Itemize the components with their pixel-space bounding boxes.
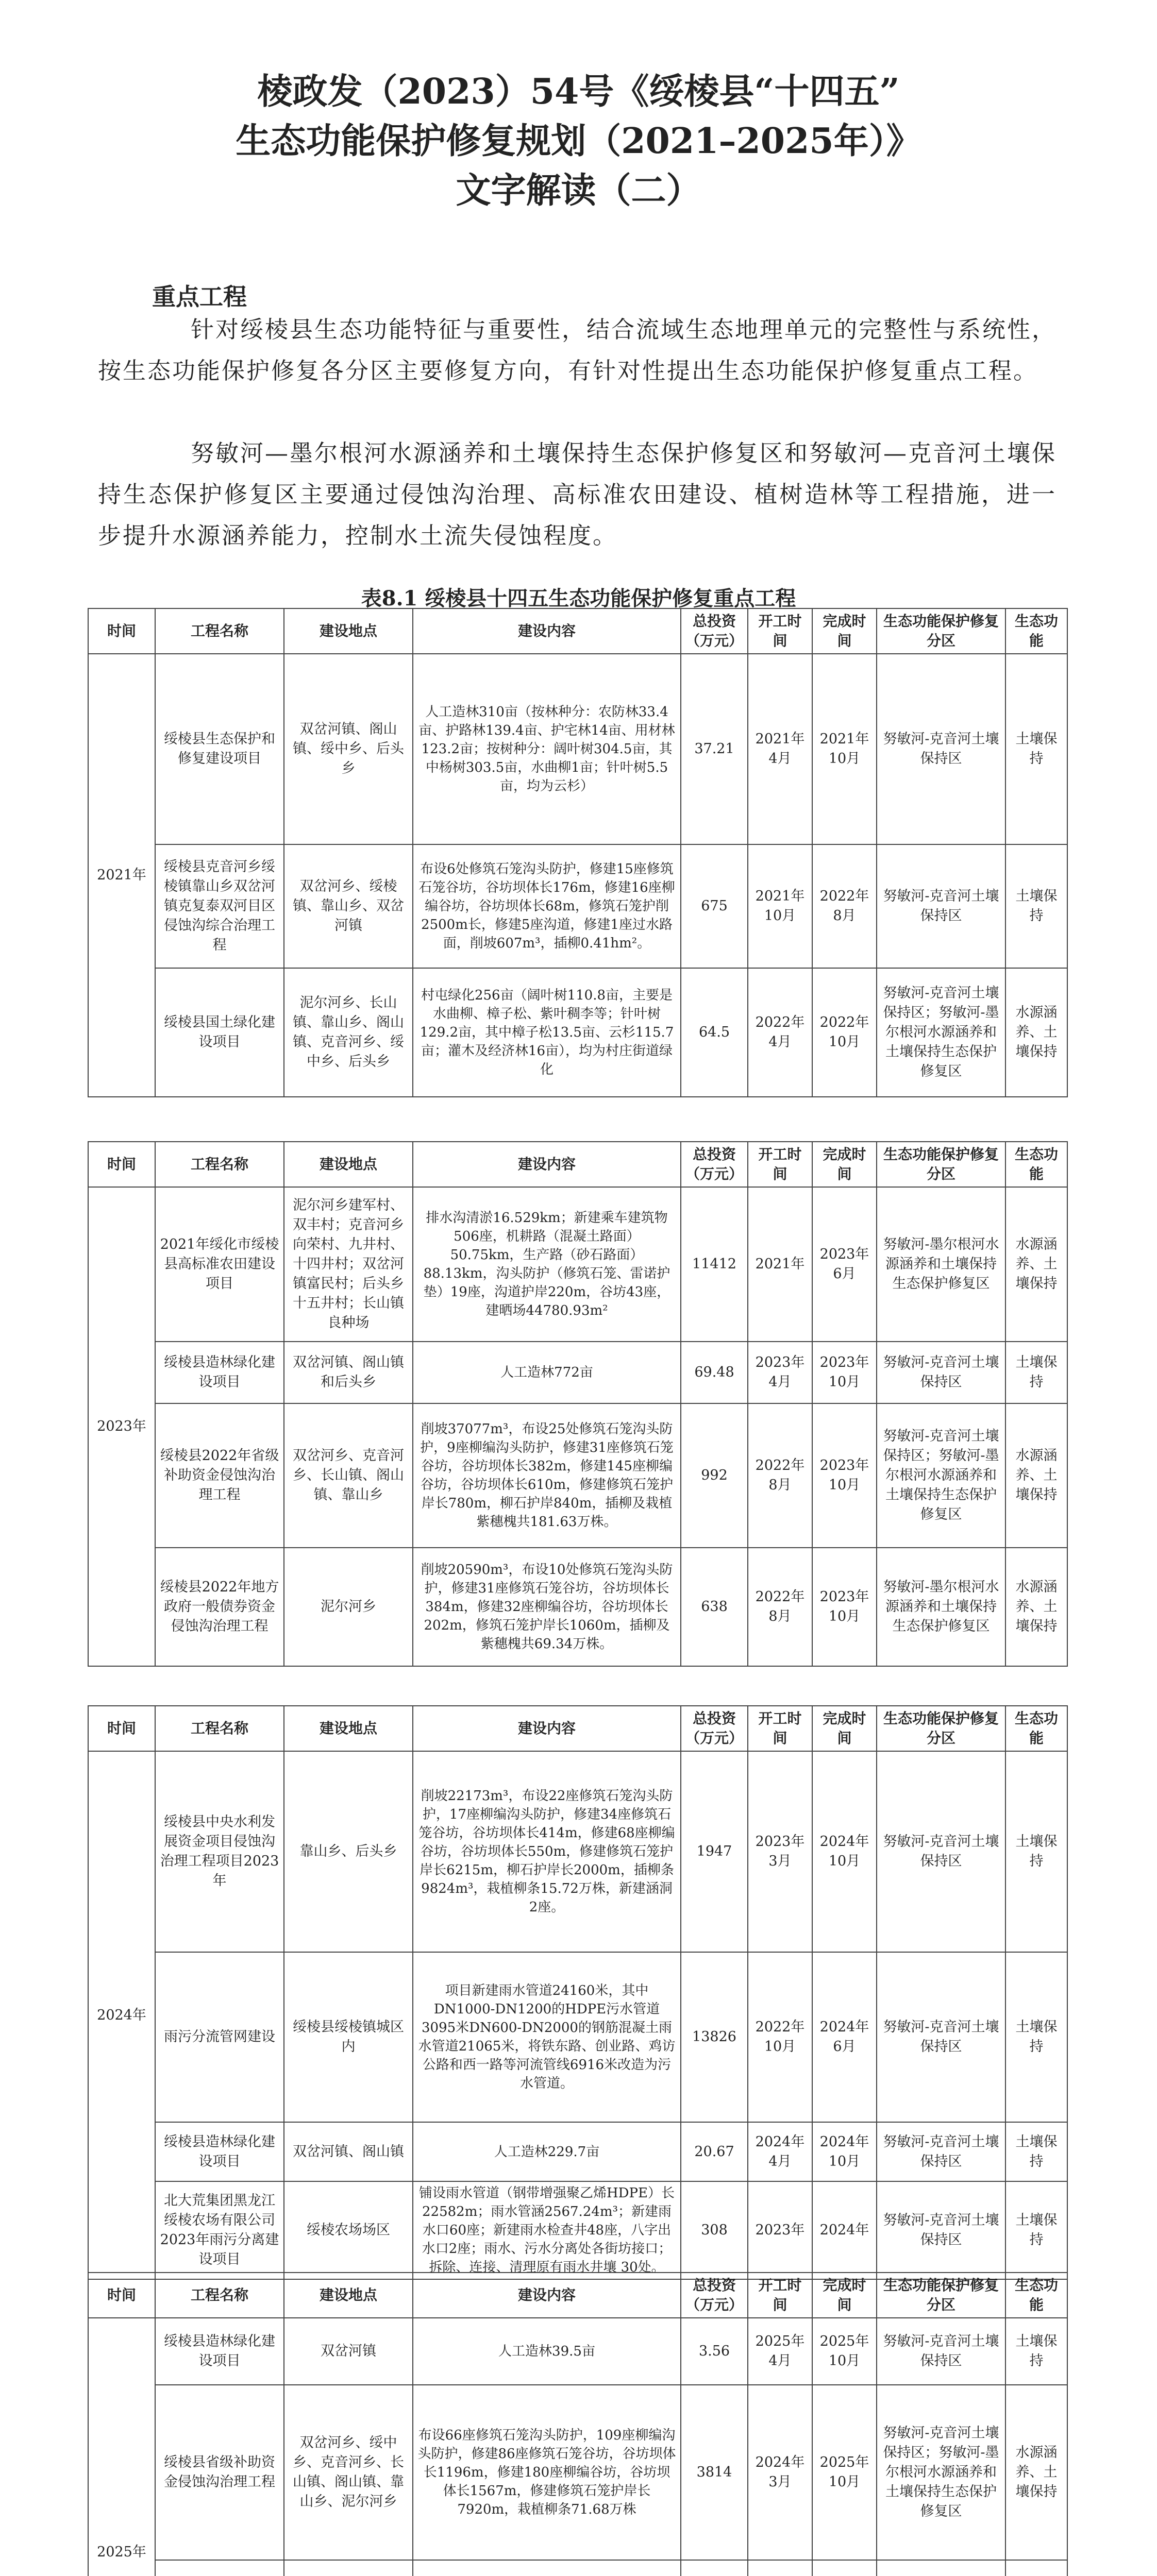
start-date-cell: 2023年4月 <box>748 1342 812 1403</box>
function-cell: 水源涵养、土壤保持 <box>1005 968 1067 1097</box>
column-header: 完成时间 <box>812 608 877 654</box>
end-date-cell <box>812 2560 877 2576</box>
column-header: 时间 <box>88 1706 155 1751</box>
zone-cell: 努敏河-克音河土壤保持区 <box>877 654 1005 844</box>
section-heading: 重点工程 <box>152 283 247 311</box>
content-cell: 项目新建雨水管道24160米，其中DN1000-DN1200的HDPE污水管道3095米DN600-DN2000的钢筋混凝土雨水管道21065米，将铁东路、创业路、鸡访公路和西一路等河流管线6916米改造为污水管道。 <box>413 1952 681 2122</box>
location-cell: 双岔河镇 <box>284 2318 413 2385</box>
function-cell: 土壤保持 <box>1005 1751 1067 1952</box>
header-row <box>88 608 1067 654</box>
zone-cell: 努敏河-克音河土壤保持区 <box>877 844 1005 968</box>
location-cell: 双岔河乡、克音河乡、长山镇、阁山镇、靠山乡 <box>284 1403 413 1548</box>
function-cell: 土壤保持 <box>1005 1952 1067 2122</box>
table-row <box>88 2181 1067 2279</box>
project-name-cell: 绥棱县造林绿化建设项目 <box>155 2122 284 2181</box>
investment-cell: 675 <box>681 844 748 968</box>
project-name-cell: 北大荒集团黑龙江绥棱农场有限公司2023年雨污分离建设项目 <box>155 2181 284 2279</box>
project-name-cell: 绥棱县造林绿化建设项目 <box>155 1342 284 1403</box>
content-cell: 人工造林39.5亩 <box>413 2318 681 2385</box>
function-cell: 土壤保持 <box>1005 1342 1067 1403</box>
column-header: 时间 <box>88 608 155 654</box>
column-header: 建设地点 <box>284 608 413 654</box>
zone-cell: 努敏河-克音河土壤保持区 <box>877 2318 1005 2385</box>
time-cell: 2021年 <box>88 654 155 1097</box>
intro-paragraph: 针对绥棱县生态功能特征与重要性，结合流域生态地理单元的完整性与系统性，按生态功能保护修复各分区主要修复方向，有针对性提出生态功能保护修复重点工程。 <box>98 316 1057 384</box>
table-row <box>88 2122 1067 2181</box>
start-date-cell: 2024年4月 <box>748 2122 812 2181</box>
function-cell: 水源涵养、土壤保持 <box>1005 1187 1067 1342</box>
table-row <box>88 1342 1067 1403</box>
end-date-cell: 2023年10月 <box>812 1403 877 1548</box>
investment-cell: 20.67 <box>681 2122 748 2181</box>
zone-cell: 努敏河-墨尔根河水源涵养和土壤保持生态保护修复区 <box>877 1548 1005 1666</box>
column-header: 开工时间 <box>748 2273 812 2318</box>
column-header: 总投资（万元） <box>681 1142 748 1187</box>
project-name-cell: 绥棱县中央水利发展资金项目侵蚀沟治理工程项目2023年 <box>155 1751 284 1952</box>
end-date-cell: 2022年8月 <box>812 844 877 968</box>
column-header: 建设地点 <box>284 1706 413 1751</box>
column-header: 时间 <box>88 1142 155 1187</box>
doc-title-line-2: 生态功能保护修复规划（2021–2025年）》 <box>236 121 921 162</box>
location-cell: 泥尔河乡、长山镇、靠山乡、阁山镇、克音河乡、绥中乡、后头乡 <box>284 968 413 1097</box>
header-row <box>88 1706 1067 1751</box>
start-date-cell: 2021年10月 <box>748 844 812 968</box>
location-cell: 双岔河乡、绥中乡、克音河乡、长山镇、阁山镇、靠山乡、泥尔河乡 <box>284 2385 413 2560</box>
zone-cell: 努敏河-克音河土壤保持区；努敏河-墨尔根河水源涵养和土壤保持生态保护修复区 <box>877 1403 1005 1548</box>
column-header: 生态功能保护修复分区 <box>877 608 1005 654</box>
zone-cell: 努敏河-克音河土壤保持区 <box>877 1751 1005 1952</box>
project-name-cell: 绥棱县克音河乡绥棱镇靠山乡双岔河镇克复泰双河目区侵蚀沟综合治理工程 <box>155 844 284 968</box>
start-date-cell: 2021年4月 <box>748 654 812 844</box>
project-name-cell: 绥棱县省级补助资金侵蚀沟治理工程 <box>155 2385 284 2560</box>
column-header: 建设内容 <box>413 1706 681 1751</box>
table-row <box>88 844 1067 968</box>
doc-title-line-1: 棱政发（2023）54号《绥棱县“十四五” <box>257 71 900 112</box>
end-date-cell: 2025年10月 <box>812 2385 877 2560</box>
content-cell: 削坡20590m³，布设10处修筑石笼沟头防护，修建31座修筑石笼谷坊，谷坊坝体长384m，修建32座柳编谷坊，谷坊坝体长202m，修筑石笼护岸长1060m，插柳及紫穗槐共69.34万株。 <box>413 1548 681 1666</box>
zone-cell: 努敏河-克音河土壤保持区 <box>877 2181 1005 2279</box>
column-header: 建设地点 <box>284 1142 413 1187</box>
column-header: 总投资（万元） <box>681 1706 748 1751</box>
function-cell: 土壤保持 <box>1005 2318 1067 2385</box>
end-date-cell: 2021年10月 <box>812 654 877 844</box>
column-header: 生态功能保护修复分区 <box>877 1706 1005 1751</box>
column-header: 时间 <box>88 2273 155 2318</box>
location-cell: 靠山乡、后头乡 <box>284 1751 413 1952</box>
start-date-cell: 2024年3月 <box>748 2385 812 2560</box>
end-date-cell: 2024年6月 <box>812 1952 877 2122</box>
investment-cell: 3814 <box>681 2385 748 2560</box>
function-cell: 土壤保持 <box>1005 2122 1067 2181</box>
investment-cell: 3.56 <box>681 2318 748 2385</box>
end-date-cell: 2023年6月 <box>812 1187 877 1342</box>
column-header: 生态功能 <box>1005 608 1067 654</box>
content-cell: 人工造林310亩（按林种分：农防林33.4亩、护路林139.4亩、护宅林14亩、用材林123.2亩；按树种分：阔叶树304.5亩，其中杨树303.5亩，水曲柳1亩；针叶树5.5亩，均为云杉） <box>413 654 681 844</box>
location-cell: 双岔河乡、绥棱镇、靠山乡、双岔河镇 <box>284 844 413 968</box>
project-name-cell: 绥棱县国土绿化建设项目 <box>155 968 284 1097</box>
end-date-cell: 2022年10月 <box>812 968 877 1097</box>
investment-cell: 13826 <box>681 1952 748 2122</box>
start-date-cell: 2022年10月 <box>748 1952 812 2122</box>
projects-table-3 <box>88 1705 1068 2280</box>
column-header: 建设内容 <box>413 1142 681 1187</box>
column-header: 总投资（万元） <box>681 2273 748 2318</box>
investment-cell: 992 <box>681 1403 748 1548</box>
column-header: 开工时间 <box>748 1706 812 1751</box>
table-row <box>88 1952 1067 2122</box>
column-header: 工程名称 <box>155 608 284 654</box>
start-date-cell: 2025年4月 <box>748 2318 812 2385</box>
column-header: 生态功能保护修复分区 <box>877 1142 1005 1187</box>
doc-title-line-3: 文字解读（二） <box>456 170 701 211</box>
project-name-cell: 绥棱县生态保护和修复建设项目 <box>155 654 284 844</box>
column-header: 工程名称 <box>155 2273 284 2318</box>
investment-cell: 11412 <box>681 1187 748 1342</box>
location-cell: 泥尔河乡建军村、双丰村；克音河乡向荣村、九井村、十四井村；双岔河镇富民村；后头乡十五井村；长山镇良种场 <box>284 1187 413 1342</box>
function-cell <box>1005 2560 1067 2576</box>
start-date-cell <box>748 2560 812 2576</box>
start-date-cell: 2023年3月 <box>748 1751 812 1952</box>
zone-cell: 努敏河-克音河土壤保持区；努敏河-墨尔根河水源涵养和土壤保持生态保护修复区 <box>877 2385 1005 2560</box>
end-date-cell: 2024年10月 <box>812 1751 877 1952</box>
end-date-cell: 2024年10月 <box>812 2122 877 2181</box>
table-row <box>88 2560 1067 2576</box>
content-cell: 村屯绿化256亩（阔叶树110.8亩，主要是水曲柳、樟子松、紫叶稠李等；针叶树129.2亩，其中樟子松13.5亩、云杉115.7亩；灌木及经济林16亩），均为村庄街道绿化 <box>413 968 681 1097</box>
end-date-cell: 2023年10月 <box>812 1548 877 1666</box>
investment-cell <box>681 2560 748 2576</box>
content-cell: 布设6处修筑石笼沟头防护，修建15座修筑石笼谷坊，谷坊坝体长176m，修建16座柳编谷坊，谷坊坝体长68m，修筑石笼护削2500m长，修建5座沟道，修建1座过水路面，削坡607m³，插柳0.41hm²。 <box>413 844 681 968</box>
table-caption: 表8.1 绥棱县十四五生态功能保护修复重点工程 <box>361 586 796 611</box>
content-cell: 铺设雨水管道（钢带增强聚乙烯HDPE）长22582m；雨水管涵2567.24m³；新建雨水口60座；新建雨水检查井48座，八字出水口2座；雨水、污水分离处各街坊接口；拆除、连接、清理原有雨水井壤 30处。 <box>413 2181 681 2279</box>
table-row <box>88 2318 1067 2385</box>
column-header: 建设内容 <box>413 608 681 654</box>
column-header: 建设内容 <box>413 2273 681 2318</box>
projects-table-4 <box>88 2272 1068 2576</box>
location-cell: 泥尔河乡 <box>284 1548 413 1666</box>
location-cell: 绥棱农场场区 <box>284 2181 413 2279</box>
function-cell: 土壤保持 <box>1005 844 1067 968</box>
project-name-cell: 绥棱县2022年省级补助资金侵蚀沟治理工程 <box>155 1403 284 1548</box>
column-header: 完成时间 <box>812 1142 877 1187</box>
time-cell: 2023年 <box>88 1187 155 1666</box>
start-date-cell: 2022年4月 <box>748 968 812 1097</box>
zone-cell: 努敏河-克音河土壤保持区 <box>877 1342 1005 1403</box>
column-header: 生态功能 <box>1005 1142 1067 1187</box>
zone-cell: 努敏河-墨尔根河水源涵养和土壤保持生态保护修复区 <box>877 1187 1005 1342</box>
column-header: 总投资（万元） <box>681 608 748 654</box>
start-date-cell: 2021年 <box>748 1187 812 1342</box>
location-cell: 双岔河镇、阁山镇 <box>284 2122 413 2181</box>
end-date-cell: 2025年10月 <box>812 2318 877 2385</box>
table-row <box>88 1548 1067 1666</box>
function-cell: 土壤保持 <box>1005 2181 1067 2279</box>
content-cell: 排水沟清淤16.529km；新建乘车建筑物506座，机耕路（混凝土路面）50.75km，生产路（砂石路面）88.13km，沟头防护（修筑石笼、雷诺护垫）19座，沟道护岸220m，谷坊43座，建晒场44780.93m² <box>413 1187 681 1342</box>
projects-table-1 <box>88 608 1068 1097</box>
zones-paragraph: 努敏河—墨尔根河水源涵养和土壤保持生态保护修复区和努敏河—克音河土壤保持生态保护修复区主要通过侵蚀沟治理、高标准农田建设、植树造林等工程措施，进一步提升水源涵养能力，控制水土流失侵蚀程度。 <box>98 439 1057 549</box>
table-row <box>88 968 1067 1097</box>
column-header: 生态功能 <box>1005 1706 1067 1751</box>
function-cell: 水源涵养、土壤保持 <box>1005 1403 1067 1548</box>
function-cell: 水源涵养、土壤保持 <box>1005 1548 1067 1666</box>
function-cell: 水源涵养、土壤保持 <box>1005 2385 1067 2560</box>
location-cell: 双岔河镇、阁山镇和后头乡 <box>284 1342 413 1403</box>
location-cell: 绥棱县绥棱镇城区内 <box>284 1952 413 2122</box>
content-cell: 削坡22173m³，布设22座修筑石笼沟头防护，17座柳编沟头防护，修建34座修筑石笼谷坊，谷坊坝体长414m，修建68座柳编谷坊，谷坊坝体长550m，修建修筑石笼护岸长6215m，柳石护岸长2000m，插柳条9824m³，栽植柳条15.72万株，新建涵洞2座。 <box>413 1751 681 1952</box>
start-date-cell: 2023年 <box>748 2181 812 2279</box>
project-name-cell: 雨污分流管网建设 <box>155 1952 284 2122</box>
project-name-cell: 2021年绥化市绥棱县高标准农田建设项目 <box>155 1187 284 1342</box>
content-cell: 人工造林772亩 <box>413 1342 681 1403</box>
column-header: 完成时间 <box>812 2273 877 2318</box>
time-cell: 2024年 <box>88 1751 155 2279</box>
investment-cell: 69.48 <box>681 1342 748 1403</box>
zone-cell <box>877 2560 1005 2576</box>
zone-cell: 努敏河-克音河土壤保持区 <box>877 1952 1005 2122</box>
investment-cell: 638 <box>681 1548 748 1666</box>
investment-cell: 64.5 <box>681 968 748 1097</box>
content-cell <box>413 2560 681 2576</box>
column-header: 完成时间 <box>812 1706 877 1751</box>
column-header: 生态功能 <box>1005 2273 1067 2318</box>
project-name-cell: 绥棱县造林绿化建设项目 <box>155 2318 284 2385</box>
function-cell: 土壤保持 <box>1005 654 1067 844</box>
project-name-cell: 绥棱县2022年地方政府一般债券资金侵蚀沟治理工程 <box>155 1548 284 1666</box>
time-cell: 2025年 <box>88 2318 155 2576</box>
location-cell <box>284 2560 413 2576</box>
column-header: 开工时间 <box>748 608 812 654</box>
zone-cell: 努敏河-克音河土壤保持区；努敏河-墨尔根河水源涵养和土壤保持生态保护修复区 <box>877 968 1005 1097</box>
content-cell: 削坡37077m³，布设25处修筑石笼沟头防护，9座柳编沟头防护，修建31座修筑石笼谷坊，谷坊坝体长382m，修建145座柳编谷坊，谷坊坝体长610m，修建修筑石笼护岸长780m，柳石护岸840m，插柳及栽植紫穗槐共181.63万株。 <box>413 1403 681 1548</box>
table-row <box>88 2385 1067 2560</box>
investment-cell: 37.21 <box>681 654 748 844</box>
end-date-cell: 2023年10月 <box>812 1342 877 1403</box>
projects-table-2 <box>88 1141 1068 1667</box>
column-header: 开工时间 <box>748 1142 812 1187</box>
table-row <box>88 1403 1067 1548</box>
table-row <box>88 1187 1067 1342</box>
project-name-cell <box>155 2560 284 2576</box>
start-date-cell: 2022年8月 <box>748 1548 812 1666</box>
column-header: 生态功能保护修复分区 <box>877 2273 1005 2318</box>
column-header: 工程名称 <box>155 1706 284 1751</box>
zone-cell: 努敏河-克音河土壤保持区 <box>877 2122 1005 2181</box>
column-header: 建设地点 <box>284 2273 413 2318</box>
content-cell: 人工造林229.7亩 <box>413 2122 681 2181</box>
table-row <box>88 1751 1067 1952</box>
end-date-cell: 2024年 <box>812 2181 877 2279</box>
header-row <box>88 1142 1067 1187</box>
content-cell: 布设66座修筑石笼沟头防护，109座柳编沟头防护，修建86座修筑石笼谷坊，谷坊坝体长1196m，修建180座柳编谷坊，谷坊坝体长1567m，修建修筑石笼护岸长7920m，栽植柳条71.68万株 <box>413 2385 681 2560</box>
location-cell: 双岔河镇、阁山镇、绥中乡、后头乡 <box>284 654 413 844</box>
start-date-cell: 2022年8月 <box>748 1403 812 1548</box>
investment-cell: 308 <box>681 2181 748 2279</box>
column-header: 工程名称 <box>155 1142 284 1187</box>
table-row <box>88 654 1067 844</box>
header-row <box>88 2273 1067 2318</box>
investment-cell: 1947 <box>681 1751 748 1952</box>
